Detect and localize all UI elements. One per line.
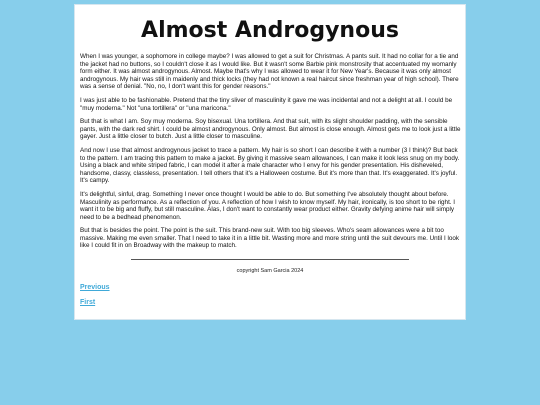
previous-link[interactable]: Previous (80, 284, 110, 292)
article-body (75, 45, 465, 250)
page-title: Almost Androgynous (141, 18, 399, 43)
copyright-text: copyright Sam Garcia 2024 (236, 268, 304, 275)
article-paragraph: I was just able to be fashionable. Pretend that the tiny sliver of masculinity it gave me was incidental and not a delight at all. I could be "muy moderna." Not "una tortillera" or "una maricona." (80, 96, 453, 112)
page-navigation (75, 284, 465, 306)
content-page (74, 4, 466, 320)
article-paragraph: But that is what I am. Soy muy moderna. Soy bisexual. Una tortillera. And that suit, with its slight shoulder padding, with the sensible pants, with the dark red shirt. I could be almost androgynous. Only almost. But almost is close enough. Almost gets me to look just a little gayer. Just a little closer to butch. Just a little closer to masculine. (80, 118, 461, 141)
article-paragraph: But that is besides the point. The point is the suit. This brand-new suit. With too big sleeves. Who's seam allowances were a bit too massive. Making me even smaller. That I need to take it in a little bit. Wasting more and more string until the suit devours me. Until I look like I could fit in on Broadway with the makeup to match. (80, 227, 460, 250)
article-paragraph: When I was younger, a sophomore in college maybe? I was allowed to get a suit for Christmas. A pants suit. It had no collar for a tie and the jacket had no buttons, so I couldn't close it as I would like. But it wasn't some Barbie pink monstrosity that accentuated my womanly form either. It was almost androgynous. Almost. Maybe that's why I was allowed to wear it for New Year's. Because it was only almost androgynous. My hair was still in maidenly and thick locks (they had not known a real haircut since freshman year of high school). There was a sense of denial. "No, no, I don't want this for gender reasons." (80, 53, 459, 91)
first-link[interactable]: First (80, 299, 96, 307)
article-paragraph: And now I use that almost androgynous jacket to trace a pattern. My hair is so short I can describe it with a number (3 I think)? But back to the pattern. I am tracing this pattern to make a jacket. By giving it massive seam allowances, I can make it look less snug on my body. Using a black and white striped fabric, I can model it after a male character who I envy for his gender presentation. His disheveled, handsome, classy, classless, presentation. I tell others that it's a Halloween costume. But it's more than that. It's exaggerated. It's joyful. It's campy. (80, 146, 460, 185)
article-paragraph: It's delightful, sinful, drag. Something I never once thought I would be able to do. But something I've absolutely thought about before. Masculinity as performance. As a reflection of you. A reflection of how I wish to know myself. My hair, ironically, is too short to be right. I want it to be big and fluffy, but still masculine. Alas, I don't want to constantly wear product either. Gravity defying anime hair will simply need to be a bedhead phenomenon. (80, 190, 456, 221)
footer-divider (131, 259, 409, 260)
